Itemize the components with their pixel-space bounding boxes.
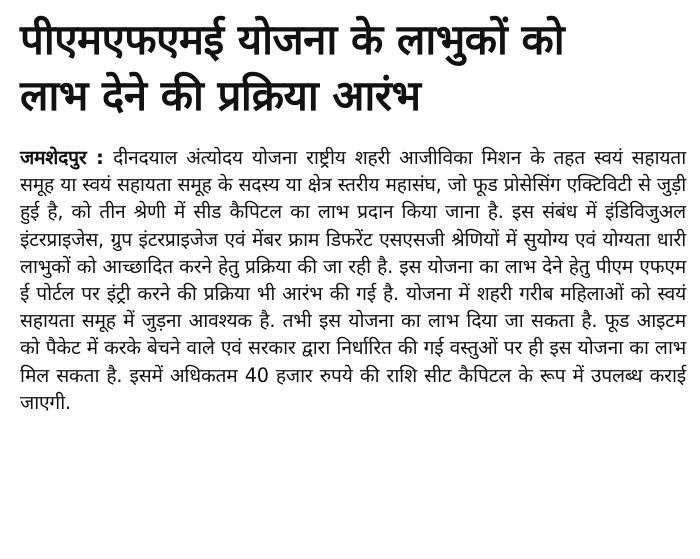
headline-line-1: पीएमएफएमई योजना के लाभुकों को xyxy=(20,15,565,64)
article-body xyxy=(20,144,686,416)
article-body-text: दीनदयाल अंत्योदय योजना राष्ट्रीय शहरी आजीविका मिशन के तहत स्वयं सहायता समूह या स्वयं सहायता समूह के सदस्य या क्षेत्र स्तरीय महासंघ, जो फूड प्रोसेसिंग एक्टिविटी से जुड़ी हुई है, को तीन श्रेणी में सीड कैपिटल का लाभ प्रदान किया जाना है. इस संबंध में इंडिविजुअल इंटरप्राइजेस, ग्रुप इंटरप्राइजेज एवं मेंबर फ्राम डिफरेंट एसएसजी श्रेणियों में सुयोग्य एवं योग्यता धारी लाभुकों को आच्छादित करने हेतु प्रक्रिया की जा रही है. इस योजना का लाभ देने हेतु पीएम एफएम ई पोर्टल पर इंट्री करने की प्रक्रिया भी आरंभ की गई है. योजना में शहरी गरीब महिलाओं को स्वयं सहायता समूह में जुड़ना आवश्यक है. तभी इस योजना का लाभ दिया जा सकता है. फूड आइटम को पैकेट में करके बेचने वाले एवं सरकार द्वारा निर्धारित की गई वस्तुओं पर ही इस योजना का लाभ मिल सकता है. इसमें अधिकतम 40 हजार रुपये की राशि सीट कैपिटल के रूप में उपलब्ध कराई जाएगी. xyxy=(20,146,687,414)
headline-line-2: लाभ देने की प्रक्रिया आरंभ xyxy=(20,71,421,120)
dateline-separator: : xyxy=(86,146,114,169)
headline xyxy=(20,12,686,124)
dateline: जमशेदपुर xyxy=(20,146,87,169)
